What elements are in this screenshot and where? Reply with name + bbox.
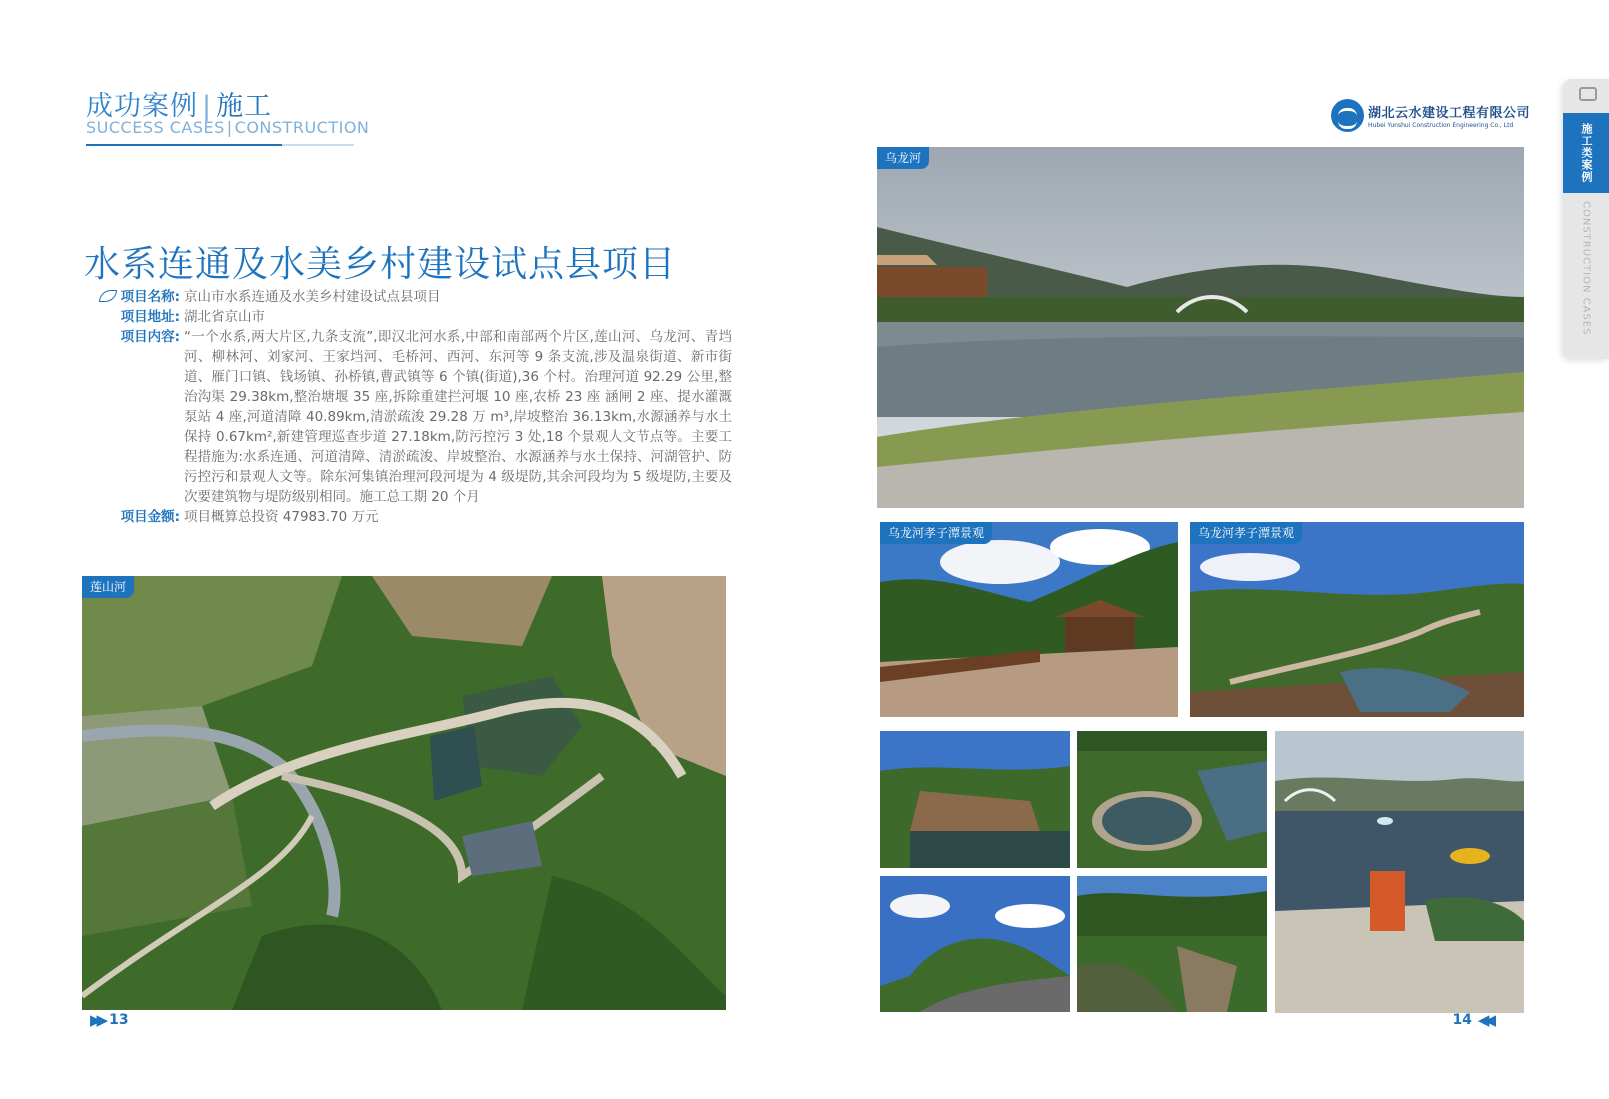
side-tab-en: CONSTRUCTION CASES: [1580, 201, 1592, 336]
address-value: 湖北省京山市: [184, 309, 265, 325]
page-number-left: [84, 1011, 129, 1029]
content-label: 项目内容:: [120, 329, 180, 345]
stream-image: [1077, 876, 1267, 1012]
lake-image: [877, 147, 1524, 508]
pavilion-image: [880, 522, 1178, 717]
aerial-image: [82, 576, 726, 1010]
page-number: 14: [1452, 1012, 1472, 1028]
info-row-amount: [84, 507, 732, 527]
page-number-right: [1452, 1011, 1497, 1029]
amount-label: 项目金额:: [120, 509, 180, 525]
address-label: 项目地址:: [120, 309, 180, 325]
side-tab[interactable]: [1563, 79, 1609, 359]
amount-value: 项目概算总投资 47983.70 万元: [184, 509, 379, 525]
company-logo: [1331, 99, 1530, 132]
photo-caption: 莲山河: [82, 576, 134, 598]
section-subtitle-category: CONSTRUCTION: [234, 118, 370, 137]
photo-xiaozitan-path: [1190, 522, 1524, 717]
photo-garden-2: [1077, 731, 1267, 868]
photo-lake-boat: [1275, 731, 1524, 1013]
title-separator: |: [202, 91, 213, 122]
double-chevron-left-icon: ◀◀: [1477, 1011, 1491, 1029]
section-subtitle: [86, 118, 369, 137]
garden-image-1: [880, 731, 1070, 868]
content-value: “一个水系,两大片区,九条支流”,即汉北河水系,中部和南部两个片区,莲山河、乌龙河、青垱河、柳林河、刘家河、王家垱河、毛桥河、西河、东河等 9 条支流,涉及温泉街道、新市街道、雁门口镇、钱场镇、孙桥镇,曹武镇等 6 个镇(街道),36 个村。治理河道 92.29 公里,整治沟渠 29.38km,整治塘堰 35 座,拆除重建拦河堰 10 座,农桥 23 座 涵闸 2 座、提水灌溉泵站 4 座,河道清障 40.89km,清淤疏浚 29.28 万 m³,岸坡整治 36.13km,水源涵养与水土保持 0.67km²,新建管理巡查步道 27.18km,防污控污 3 处,18 个景观人文节点等。主要工程措施为:水系连通、河道清障、清淤疏浚、岸坡整治、水源涵养与水土保持、河湖管护、防污控污和景观人文等。除东河集镇治理河段河堤为 4 级堤防,其余河段均为 5 级堤防,主要及次要建筑物与堤防级别相同。施工总工期 20 个月: [184, 329, 732, 505]
photo-stream: [1077, 876, 1267, 1012]
lake-boat-image: [1275, 731, 1524, 1013]
page-number: 13: [109, 1012, 129, 1028]
photo-caption: 乌龙河孝子潭景观: [880, 522, 992, 544]
project-info: [84, 287, 732, 527]
excavator-icon: [1579, 87, 1597, 101]
info-row-content: [84, 327, 732, 507]
info-row-address: [84, 307, 732, 327]
side-tab-active[interactable]: 施工类案例: [1563, 113, 1609, 193]
photo-caption: 乌龙河: [877, 147, 929, 169]
logo-name-cn: 湖北云水建设工程有限公司: [1368, 106, 1531, 121]
leaf-icon: [99, 290, 117, 302]
path-image: [1190, 522, 1524, 717]
header-underline: [86, 144, 354, 146]
mound-image: [880, 876, 1070, 1012]
photo-garden-1: [880, 731, 1070, 868]
double-chevron-right-icon: ▶▶: [90, 1011, 104, 1029]
project-title: 水系连通及水美乡村建设试点县项目: [84, 244, 677, 285]
photo-wulong: [877, 147, 1524, 508]
info-row-name: [84, 287, 732, 307]
name-label: 项目名称:: [120, 289, 180, 305]
logo-name-en: Hubei Yunshui Construction Engineering Co., Ltd: [1368, 122, 1514, 129]
photo-xiaozitan-pavilion: [880, 522, 1178, 717]
name-value: 京山市水系连通及水美乡村建设试点县项目: [184, 289, 441, 305]
logo-icon: [1331, 99, 1364, 132]
photo-caption: 乌龙河孝子潭景观: [1190, 522, 1302, 544]
section-subtitle-en: SUCCESS CASES: [86, 118, 225, 137]
subtitle-separator: |: [226, 118, 233, 137]
garden-image-2: [1077, 731, 1267, 868]
section-title-cn: 成功案例: [86, 91, 198, 122]
photo-lianshan-aerial: [82, 576, 726, 1010]
section-title-category: 施工: [216, 91, 273, 122]
photo-mound: [880, 876, 1070, 1012]
